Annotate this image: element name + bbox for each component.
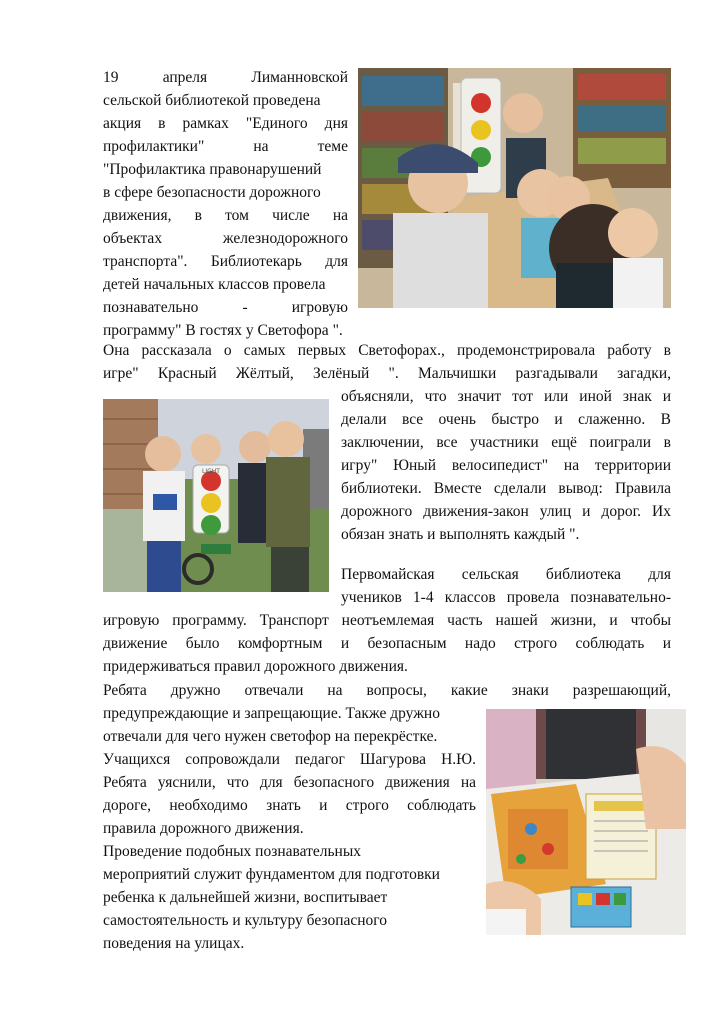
text-line: Проведение подобных познавательных [103, 843, 362, 860]
story-paragraph-right [341, 385, 671, 546]
library-traffic-light-photo [358, 68, 671, 308]
text-line: придерживаться правил дорожного движения. [103, 658, 408, 675]
text-line: делали все очень быстро и слаженно. В [341, 411, 671, 428]
traffic-light-sign-label: LIGHT [202, 468, 220, 475]
story-paragraph-lead [103, 339, 671, 385]
text-line: профилактики" на теме [103, 138, 348, 155]
conclusion-paragraph [103, 840, 476, 955]
text-line: дороге, необходимо знать и строго соблюдать [103, 797, 476, 814]
text-line: движение было комфортным и безопасным надо строго соблюдать и [103, 635, 671, 652]
text-line: детей начальных классов провела [103, 276, 326, 293]
text-line: отвечали для чего нужен светофор на перекрёстке. [103, 728, 438, 745]
text-line: игру" Юный велосипедист" на территории [341, 457, 671, 474]
text-line: учеников 1-4 классов провела познавательно- [341, 589, 671, 606]
text-line: предупреждающие и запрещающие. Также дружно [103, 705, 440, 722]
text-line: заключении, все участники ещё поиграли в [341, 434, 671, 451]
text-line: Учащихся сопровождали педагог Шагурова Н.Ю. [103, 751, 476, 768]
text-line: обязан знать и выполнять каждый ". [341, 526, 580, 543]
text-line: объектах железнодорожного [103, 230, 348, 247]
outdoor-kids-bicycle-photo [103, 399, 329, 592]
text-line: ребенка к дальнейшей жизни, воспитывает [103, 889, 388, 906]
text-line: дорожного движения-закон улиц и дорог. Их [341, 503, 671, 520]
text-line: мероприятий служит фундаментом для подготовки [103, 866, 440, 883]
text-line: "Профилактика правонарушений [103, 161, 322, 178]
text-line: программу" В гостях у Светофора ". [103, 322, 343, 339]
pervomay-paragraph-right [341, 563, 671, 609]
text-line: объясняли, что значит тот или иной знак и [341, 388, 671, 405]
text-line: игровую программу. Транспорт неотъемлемая часть нашей жизни, и чтобы [103, 612, 671, 629]
text-line: сельской библиотекой проведена [103, 92, 321, 109]
pervomay-paragraph-full [103, 609, 671, 678]
board-game-photo [486, 709, 686, 935]
text-line: Ребята уяснили, что для безопасного движения на [103, 774, 476, 791]
text-line: движения, в том числе на [103, 207, 348, 224]
text-line: акция в рамках "Единого дня [103, 115, 348, 132]
text-line: игре" Красный Жёлтый, Зелёный ". Мальчишки разгадывали загадки, [103, 365, 671, 382]
intro-paragraph [103, 66, 348, 342]
text-line: Ребята дружно отвечали на вопросы, какие знаки разрешающий, [103, 682, 671, 699]
text-line: Первомайская сельская библиотека для [341, 566, 671, 583]
questions-paragraph-left [103, 702, 476, 840]
text-line: познавательно - игровую [103, 299, 348, 316]
text-line: Она рассказала о самых первых Светофорах., продемонстрировала работу в [103, 342, 671, 359]
text-line: поведения на улицах. [103, 935, 245, 952]
questions-paragraph-lead [103, 679, 671, 702]
text-line: правила дорожного движения. [103, 820, 304, 837]
text-line: в сфере безопасности дорожного [103, 184, 321, 201]
text-line: библиотеки. Вместе сделали вывод: Правила [341, 480, 671, 497]
text-line: транспорта". Библиотекарь для [103, 253, 348, 270]
text-line: самостоятельность и культуру безопасного [103, 912, 388, 929]
text-line: 19 апреля Лиманновской [103, 69, 348, 86]
